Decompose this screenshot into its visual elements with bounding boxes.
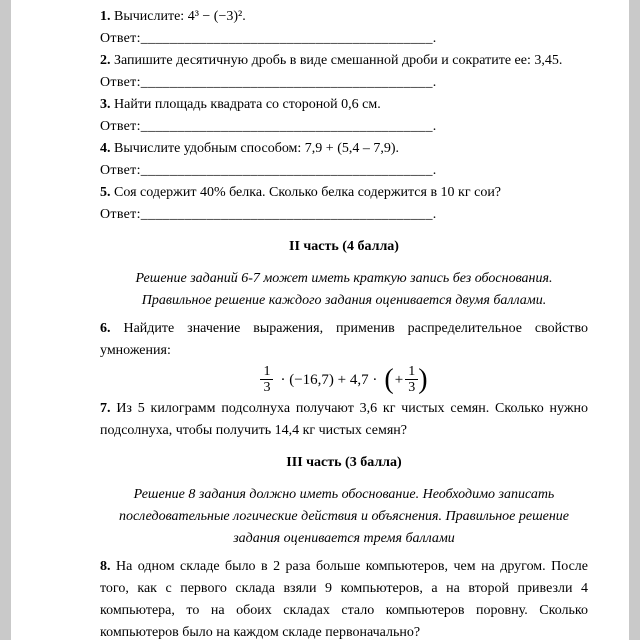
problem-8: [100, 556, 588, 640]
problem-6: [100, 318, 588, 362]
problem-4: [100, 138, 588, 160]
expression-6: [100, 364, 588, 395]
problem-5-text: Соя содержит 40% белка. Сколько белка содержится в 10 кг сои?: [114, 185, 502, 200]
fraction-numerator: 1: [260, 364, 273, 380]
part3-note-line-3: задания оценивается тремя баллами: [233, 531, 455, 546]
left-gutter: [0, 0, 11, 640]
part2-note-line-1: Решение заданий 6-7 может иметь краткую запись без обоснования.: [135, 271, 553, 286]
part2-note-line-2: Правильное решение каждого задания оценивается двумя баллами.: [141, 293, 547, 308]
problem-2-number: 2.: [100, 53, 111, 68]
problem-6-text: Найдите значение выражения, применив распределительное свойство умножения:: [100, 321, 588, 358]
problem-4-answer-line: Ответ:________________________________________.: [100, 163, 437, 178]
problem-2: [100, 50, 588, 72]
fraction-denominator: 3: [263, 380, 271, 395]
problem-1-text: Вычислите: 4³ − (−3)².: [114, 9, 246, 24]
part3-heading: III часть (3 балла): [286, 455, 402, 470]
fraction-numerator: 1: [405, 364, 418, 380]
close-paren: ): [418, 363, 428, 395]
problem-7: [100, 398, 588, 442]
problem-5-number: 5.: [100, 185, 111, 200]
problem-3-text: Найти площадь квадрата со стороной 0,6 см.: [114, 97, 381, 112]
part2-heading: II часть (4 балла): [289, 239, 399, 254]
problem-7-text: Из 5 килограмм подсолнуха получают 3,6 кг чистых семян. Сколько нужно подсолнуха, чтобы получить 14,4 кг чистых семян?: [100, 401, 589, 438]
problem-1: [100, 6, 588, 28]
problem-4-text: Вычислите удобным способом: 7,9 + (5,4 – 7,9).: [114, 141, 400, 156]
plus-sign: +: [394, 371, 404, 388]
problem-2-answer-line: Ответ:________________________________________.: [100, 75, 437, 90]
worksheet: [100, 6, 588, 640]
problem-1-number: 1.: [100, 9, 111, 24]
problem-3-answer-line: Ответ:________________________________________.: [100, 119, 437, 134]
open-paren: (: [384, 363, 394, 395]
part2-note: [100, 268, 588, 312]
problem-4-number: 4.: [100, 141, 111, 156]
fraction-denominator: 3: [408, 380, 416, 395]
problem-7-number: 7.: [100, 401, 111, 416]
part3-note-line-2: последовательные логические действия и объяснения. Правильное решение: [118, 509, 570, 524]
problem-3-number: 3.: [100, 97, 111, 112]
problem-6-number: 6.: [100, 321, 111, 336]
expression-middle: · (−16,7) + 4,7 ·: [280, 371, 378, 388]
part3-note: [100, 484, 588, 550]
problem-8-text: На одном складе было в 2 раза больше компьютеров, чем на другом. После того, как с первого склада взяли 9 компьютеров, а на второй привезли 4 компьютера, то на обоих складах стало компьютеров поровну. Сколько компьютеров было на каждом складе первоначально?: [100, 559, 589, 640]
fraction-one-third: [260, 364, 273, 395]
right-gutter: [629, 0, 640, 640]
problem-3: [100, 94, 588, 116]
problem-2-text: Запишите десятичную дробь в виде смешанной дроби и сократите ее: 3,45.: [114, 53, 563, 68]
problem-1-answer-line: Ответ:________________________________________.: [100, 31, 437, 46]
problem-5-answer-line: Ответ:________________________________________.: [100, 207, 437, 222]
problem-8-number: 8.: [100, 559, 111, 574]
part3-note-line-1: Решение 8 задания должно иметь обоснование. Необходимо записать: [133, 487, 555, 502]
problem-5: [100, 182, 588, 204]
fraction-one-third-2: [405, 364, 418, 395]
